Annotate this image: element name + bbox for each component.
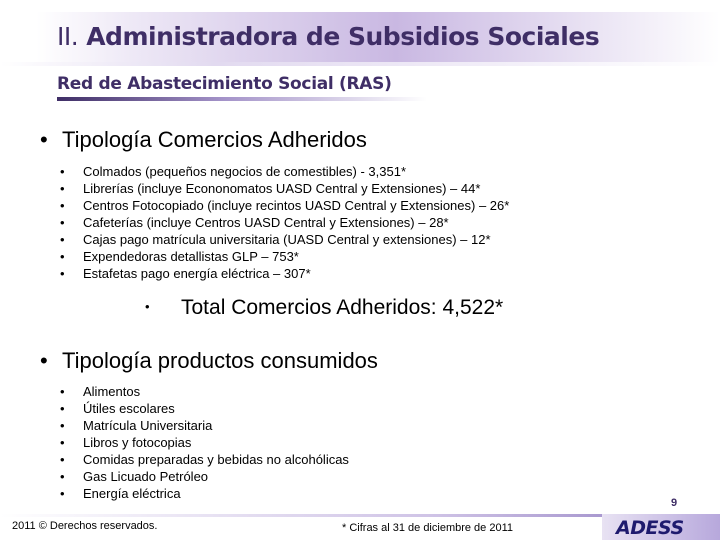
list-item [58,451,349,468]
list-item-text: Matrícula Universitaria [83,418,213,433]
bullet: • [60,232,65,247]
list-item-text: Librerías (incluye Econonomatos UASD Central y Extensiones) – 44* [83,181,481,196]
list-item [58,231,509,248]
list-item [58,197,509,214]
bullet: • [60,198,65,213]
total-text: Total Comercios Adheridos: 4,522* [181,296,504,319]
section-heading-text: Tipología Comercios Adheridos [62,127,367,152]
bullet: • [60,249,65,264]
list-item [58,265,509,282]
comercios-list [58,163,509,282]
section-number: II. [57,22,79,51]
list-item-text: Comidas preparadas y bebidas no alcohólicas [83,452,349,467]
title-text: Administradora de Subsidios Sociales [86,22,600,51]
bullet: • [60,469,65,484]
subtitle-underline [57,97,427,101]
bullet: • [145,299,150,314]
list-item-text: Cajas pago matrícula universitaria (UASD Central y extensiones) – 12* [83,232,491,247]
total-comercios [145,296,503,320]
list-item-text: Alimentos [83,384,141,399]
list-item-text: Colmados (pequeños negocios de comestibles) - 3,351* [83,164,407,179]
copyright-text: 2011 © Derechos reservados. [12,520,158,532]
bullet: • [60,452,65,467]
title-banner-shadow [0,62,720,66]
bullet: • [60,266,65,281]
page-number: 9 [671,497,678,509]
list-item-text: Gas Licuado Petróleo [83,469,209,484]
bullet: • [60,418,65,433]
page-subtitle: Red de Abastecimiento Social (RAS) [57,74,392,94]
bullet: • [40,348,48,373]
bullet: • [60,181,65,196]
list-item-text: Estafetas pago energía eléctrica – 307* [83,266,311,281]
list-item [58,468,349,485]
list-item [58,383,349,400]
list-item [58,163,509,180]
list-item-text: Libros y fotocopias [83,435,192,450]
list-item-text: Centros Fotocopiado (incluye recintos UASD Central y Extensiones) – 26* [83,198,510,213]
bullet: • [60,435,65,450]
bullet: • [40,127,48,152]
section-heading-text: Tipología productos consumidos [62,348,378,373]
list-item-text: Útiles escolares [83,401,175,416]
logo-text: ADESS [616,517,684,539]
list-item [58,417,349,434]
list-item-text: Cafeterías (incluye Centros UASD Central y Extensiones) – 28* [83,215,449,230]
list-item [58,248,509,265]
section-heading-productos [40,348,378,374]
bullet: • [60,384,65,399]
adess-logo [602,514,720,540]
bullet: • [60,486,65,501]
list-item [58,485,349,502]
list-item-text: Energía eléctrica [83,486,181,501]
list-item-text: Expendedoras detallistas GLP – 753* [83,249,299,264]
list-item [58,180,509,197]
section-heading-comercios [40,127,367,153]
bullet: • [60,401,65,416]
list-item [58,214,509,231]
list-item [58,400,349,417]
bullet: • [60,164,65,179]
productos-list [58,383,349,502]
bullet: • [60,215,65,230]
footnote-text: * Cifras al 31 de diciembre de 2011 [342,522,514,534]
page-title [57,22,599,51]
list-item [58,434,349,451]
